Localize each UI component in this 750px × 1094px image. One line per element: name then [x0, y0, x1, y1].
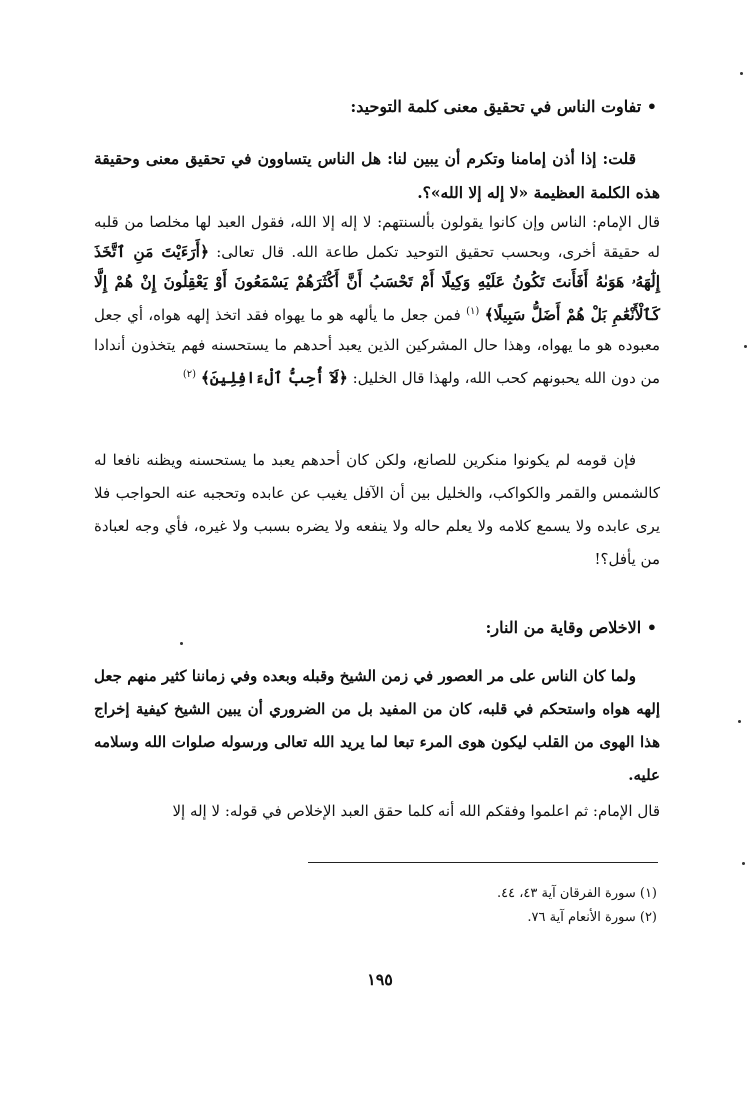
page-number: ١٩٥	[367, 970, 393, 989]
answer-intro-text: قال الإمام: الناس وإن كانوا يقولون بألسنتهم: لا إله إلا الله، فقول العبد لها مخلصا من قلبه له حقيقة أخرى، وبحسب تحقيق التوحيد تكمل طاعة الله. قال تعالى:	[94, 213, 660, 261]
imam-continuation-paragraph: قال الإمام: ثم اعلموا وفقكم الله أنه كلما حقق العبد الإخلاص في قوله: لا إله إلا	[172, 802, 660, 820]
footnote-ref-2: (٢)	[182, 369, 197, 380]
footnote-1: (١) سورة الفرقان آية ٤٣، ٤٤.	[496, 886, 657, 901]
imam-answer-paragraph	[94, 207, 660, 393]
scan-speck	[740, 72, 743, 75]
answer-middle-text: فمن جعل ما يألهه هو ما يهواه فقد اتخذ إلهه هواه، أي جعل معبوده هو ما يهواه، وهذا حال المشركين الذين يعبد أحدهم ما يستحسنه فهم يتخذون أندادا من دون الله يحبونهم كحب الله، ولهذا قال الخليل:	[94, 306, 660, 387]
scan-speck	[742, 862, 745, 865]
khalil-explanation-paragraph: فإن قومه لم يكونوا منكرين للصانع، ولكن كان أحدهم يعبد ما يستحسنه ويظنه نافعا له كالشمس والقمر والكواكب، والخليل بين أن الآفل يغيب عن عابده وتحجبه عنه الحواجب فلا يرى عابده ولا يسمع كلامه ولا يعلم حاله ولا ينفعه ولا يضره بسبب ولا غيره، فأي وجه لعبادة من يأفل؟!	[94, 451, 660, 568]
scan-speck	[744, 345, 747, 348]
scan-speck	[180, 642, 183, 645]
context-paragraph: ولما كان الناس على مر العصور في زمن الشيخ وقبله وبعده وفي زماننا كثير منهم جعل إلهه هواه واستحكم في قلبه، كان من المفيد بل من الضروري أن يبين الشيخ كيفية إخراج هذا الهوى من القلب ليكون هوى المرء تبعا لما يريد الله تعالى ورسوله صلوات الله وسلامه عليه.	[94, 667, 660, 784]
scan-speck	[738, 720, 741, 723]
section-heading-ikhlas: • الاخلاص وقاية من النار:	[485, 618, 657, 637]
footnote-ref-1: (١)	[466, 306, 480, 317]
quran-verse-anam: ﴿لَآ أُحِبُّ ٱلْءَافِلِينَ﴾	[200, 368, 348, 387]
section-heading-tawhid: • تفاوت الناس في تحقيق معنى كلمة التوحيد:	[350, 97, 657, 116]
footnote-2: (٢) سورة الأنعام آية ٧٦.	[527, 910, 657, 925]
footnote-divider	[308, 862, 658, 863]
footnotes	[497, 882, 657, 930]
quran-verse-furqan: ﴿أَرَءَيْتَ مَنِ ٱتَّخَذَ إِلَٰهَهُۥ هَوَىٰهُ أَفَأَنتَ تَكُونُ عَلَيْهِ وَكِيلًا أَمْ تَحْسَبُ أَنَّ أَكْثَرَهُمْ يَسْمَعُونَ أَوْ يَعْقِلُونَ إِنْ هُمْ إِلَّا كَٱلْأَنْعَٰمِ بَلْ هُمْ أَضَلُّ سَبِيلًا﴾	[94, 242, 660, 324]
question-paragraph: قلت: إذا أذن إمامنا وتكرم أن يبين لنا: هل الناس يتساوون في تحقيق معنى وحقيقة هذه الكلمة العظيمة «لا إله إلا الله»؟.	[94, 149, 660, 202]
